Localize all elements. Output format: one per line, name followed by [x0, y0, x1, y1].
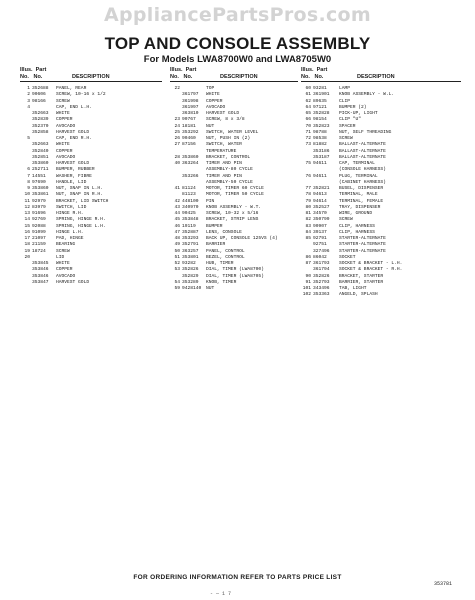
part-description: COPPER [56, 148, 73, 154]
header-description: DESCRIPTION [220, 74, 258, 80]
part-description: WIRE, GROUND [339, 211, 373, 216]
part-description: AVOCADO [56, 154, 76, 160]
illus-no: 9 [27, 186, 30, 191]
part-number: 94614 [313, 198, 327, 204]
header-no: No. No. [301, 74, 324, 80]
illus-no: 91 [305, 279, 311, 285]
part-description: ASSEMBLY-80 CYCLE [206, 167, 253, 173]
page-title: TOP AND CONSOLE ASSEMBLY [104, 34, 371, 53]
illus-no: 80 [305, 204, 311, 210]
part-number: 352839 [32, 117, 49, 123]
illus-no: 18 [24, 242, 30, 248]
part-description: NUT, SELF THREADING [339, 129, 392, 135]
illus-no: 75 [305, 161, 311, 166]
illus-no: 49 [174, 242, 180, 248]
part-number: 87156 [182, 142, 196, 148]
part-number: 98538 [313, 136, 327, 141]
part-description: SCREW [339, 217, 353, 223]
part-number: 98154 [313, 117, 327, 123]
header-illus: Illus. Part [170, 67, 197, 73]
part-description: NUT, SNAP IN R.H. [56, 192, 103, 198]
part-number: 353846 [32, 273, 49, 279]
part-number: 86042 [313, 254, 327, 260]
part-number: 92791 [313, 236, 327, 241]
illus-no: 24 [174, 123, 180, 129]
part-number: 81124 [182, 186, 196, 191]
illus-no: 8 [27, 179, 30, 185]
part-number: 352887 [182, 229, 199, 235]
part-number: 352829 [182, 273, 199, 279]
part-number: 361793 [313, 261, 330, 266]
illus-no: 84 [305, 229, 311, 235]
part-number: 352663 [32, 142, 49, 148]
part-number: 18724 [32, 248, 46, 254]
part-description: WHITE [56, 142, 70, 148]
illus-no: 64 [305, 104, 311, 110]
part-description: NUT, SNAP IN L.H. [56, 186, 103, 191]
part-number: 352821 [313, 186, 330, 191]
illus-no: 62 [305, 98, 311, 104]
illus-no: 40 [174, 161, 180, 166]
part-number: 89635 [313, 98, 327, 104]
part-description: LID [56, 254, 65, 260]
parts-column-2 [170, 66, 298, 292]
illus-no: 90 [305, 273, 311, 279]
illus-no: 73 [305, 142, 311, 148]
part-row [170, 286, 298, 292]
part-number: 353186 [313, 148, 330, 154]
part-description: BEARING [56, 242, 76, 248]
part-number: 327496 [313, 248, 330, 254]
part-description: SOCKET [339, 254, 356, 260]
part-description: KNOB ASSEMBLY - W.L. [339, 92, 395, 98]
part-description: CLIP "U" [339, 117, 362, 123]
illus-no: 61 [305, 92, 311, 98]
part-number: 353266 [182, 173, 199, 179]
part-description: MOTOR, TIMER 60 CYCLE [206, 186, 264, 191]
part-number: 90606 [32, 92, 46, 98]
part-description: AVOCADO [56, 123, 76, 129]
column-header [301, 66, 461, 86]
part-description: (CABINET HARNESS) [339, 179, 386, 185]
parts-list [20, 86, 162, 286]
header-description: DESCRIPTION [72, 74, 110, 80]
part-number: 39137 [313, 229, 327, 235]
part-number: 94611 [313, 173, 327, 179]
part-description: HARVEST GOLD [206, 111, 240, 116]
part-description: LENS, CONSOLE [206, 229, 242, 235]
illus-no: 26 [174, 136, 180, 141]
illus-no: 45 [174, 217, 180, 223]
part-number: 81882 [313, 142, 327, 148]
illus-no: 102 [302, 292, 311, 298]
part-description: TIMER AND PIN [206, 161, 242, 166]
illus-no: 7 [27, 173, 30, 179]
illus-no: 85 [305, 236, 311, 241]
part-description: CAP, END R.H. [56, 136, 92, 141]
illus-no: 101 [302, 286, 311, 291]
illus-no: 13 [24, 211, 30, 216]
illus-no: 25 [174, 129, 180, 135]
part-number: 21159 [32, 242, 46, 248]
part-description: BARRIER [206, 242, 226, 248]
part-number: 92751 [313, 242, 327, 248]
illus-no: 53 [174, 267, 180, 273]
part-description: NUT, PUSH IN (2) [206, 136, 251, 141]
illus-no: 28 [174, 154, 180, 160]
part-description: BUMPER, RUBBER [56, 167, 95, 173]
header-rule [170, 81, 298, 82]
part-row [20, 280, 162, 286]
part-description: COPPER [56, 117, 73, 123]
illus-no: 77 [305, 186, 311, 191]
column-header [20, 66, 162, 86]
part-number: 81123 [182, 192, 196, 198]
part-description: WHITE [56, 261, 70, 266]
part-description: HARVEST GOLD [56, 129, 90, 135]
part-description: TIMER AND PIN [206, 173, 242, 179]
header-illus: Illus. Part [20, 67, 47, 73]
column-header [170, 66, 298, 86]
part-description: HARVEST GOLD [56, 161, 90, 166]
part-number: 352527 [313, 204, 330, 210]
illus-no: 20 [24, 254, 30, 260]
illus-no: 42 [174, 198, 180, 204]
part-number: 361997 [182, 104, 199, 110]
part-description: SCREW [56, 98, 70, 104]
part-number: 92088 [32, 223, 46, 229]
parts-list [301, 86, 461, 299]
part-description: SCREW [56, 248, 70, 254]
part-number: 352828 [313, 111, 330, 116]
part-description: TRAY, DISPENSER [339, 204, 381, 210]
part-number: 361901 [313, 92, 330, 98]
part-number: 361797 [182, 92, 199, 98]
part-description: STARTER-ALTERNATE [339, 236, 386, 241]
part-number: 353860 [32, 161, 49, 166]
part-description: TAB, LIGHT [339, 286, 367, 291]
part-number: 353860 [32, 186, 49, 191]
part-description: PLUG, TERMINAL [339, 173, 378, 179]
ordering-note: FOR ORDERING INFORMATION REFER TO PARTS PRICE LIST [133, 574, 342, 581]
part-number: 93281 [313, 86, 327, 91]
part-description: PAD, HINGE [56, 236, 84, 241]
illus-no: 47 [174, 229, 180, 235]
part-description: KNOB, TIMER [206, 279, 237, 285]
illus-no: 59 [174, 286, 180, 291]
part-number: 353848 [182, 217, 199, 223]
part-number: 353187 [313, 154, 330, 160]
illus-no: 11 [24, 198, 30, 204]
part-number: 352791 [182, 242, 199, 248]
illus-no: 86 [305, 254, 311, 260]
part-description: SWITCH, WATER [206, 142, 242, 148]
parts-columns [0, 66, 475, 586]
page-code: 353781 [434, 581, 453, 587]
part-description: COPPER [56, 267, 73, 273]
part-description: SCREW [339, 136, 353, 141]
illus-no: 23 [174, 117, 180, 123]
part-number: 353289 [182, 279, 199, 285]
part-description: BRACKET, STARTER [339, 273, 384, 279]
part-description: WASHER, FIBRE [56, 173, 92, 179]
part-description: PANEL, REAR [56, 86, 87, 91]
part-number: 361794 [313, 267, 330, 273]
part-number: 448100 [182, 198, 199, 204]
part-number: 343496 [313, 286, 330, 291]
part-description: CLIP [339, 98, 351, 104]
part-number: 94613 [313, 192, 327, 198]
part-description: SOCKET & BRACKET - L.H. [339, 261, 403, 266]
part-description: TEMPERATURE [206, 148, 237, 154]
header-rule [20, 81, 162, 82]
part-number: 91099 [32, 229, 46, 235]
site-watermark: AppliancePartsPros.com [103, 4, 371, 26]
part-number: 90907 [313, 223, 327, 229]
part-number: 353801 [182, 254, 199, 260]
illus-no: 70 [305, 123, 311, 129]
part-number: 90425 [182, 211, 196, 216]
part-description: HUB, TIMER [206, 261, 234, 266]
illus-no: 22 [174, 86, 180, 91]
part-number: 340970 [182, 204, 199, 210]
part-number: 21097 [32, 236, 46, 241]
part-number: 94611 [313, 161, 327, 166]
illus-no: 10 [24, 192, 30, 198]
part-number: 90767 [182, 117, 196, 123]
part-number: 353847 [32, 279, 49, 285]
part-description: BACK UP, CONSOLE 125VS (4) [206, 236, 278, 241]
part-number: 353860 [182, 154, 199, 160]
part-number: 353292 [182, 129, 199, 135]
part-description: TOP [206, 86, 215, 91]
part-description: COPPER [206, 98, 223, 104]
illus-no: 66 [305, 117, 311, 123]
part-number: 353363 [313, 292, 330, 298]
part-number: 352858 [32, 129, 49, 135]
part-description: HINGE R.H. [56, 211, 84, 216]
part-description: AVOCADO [56, 273, 76, 279]
part-description: BUSEL, DISPENSER [339, 186, 384, 191]
illus-no: 15 [24, 223, 30, 229]
part-description: BRACKET, CONTROL [206, 154, 251, 160]
part-number: 18181 [182, 123, 196, 129]
part-description: BALLAST-ALTERNATE [339, 142, 386, 148]
bottom-marks: - — 1 7 [210, 591, 232, 597]
part-number: 353845 [32, 261, 49, 266]
illus-no: 17 [24, 236, 30, 241]
illus-no: 41 [174, 186, 180, 191]
part-number: 98166 [32, 98, 46, 104]
part-number: 352840 [32, 148, 49, 154]
part-number: 353846 [32, 267, 49, 273]
part-number: 19119 [182, 223, 196, 229]
part-description: SCREW, 8 x 3/8 [206, 117, 245, 123]
header-no: No. No. [20, 74, 43, 80]
illus-no: 82 [305, 217, 311, 223]
part-number: 97121 [313, 104, 327, 110]
illus-no: 76 [305, 173, 311, 179]
part-description: PANEL, CONTROL [206, 248, 245, 254]
part-number: 14551 [32, 173, 46, 179]
illus-no: 51 [174, 254, 180, 260]
illus-no: 12 [24, 204, 30, 210]
part-number: 353293 [182, 236, 199, 241]
part-description: MOTOR, TIMER 50 CYCLE [206, 192, 264, 198]
part-description: HARVEST GOLD [56, 279, 90, 285]
part-description: LAMP [339, 86, 351, 91]
header-no: No. No. [170, 74, 193, 80]
illus-no: 43 [174, 204, 180, 210]
page-subtitle: For Models LWA8700W0 and LWA8705W0 [143, 54, 332, 65]
illus-no: 44 [174, 211, 180, 216]
part-description: CLIP, HARNESS [339, 223, 375, 229]
part-number: 98788 [313, 129, 327, 135]
illus-no: 46 [174, 223, 180, 229]
part-description: TERMINAL, MALE [339, 192, 378, 198]
part-description: (CONSOLE HARNESS) [339, 167, 386, 173]
part-description: HANDLE, LID [56, 179, 87, 185]
part-number: 352826 [313, 273, 330, 279]
part-number: 353861 [32, 192, 49, 198]
illus-no: 60 [305, 86, 311, 91]
illus-no: 2 [27, 92, 30, 98]
part-description: ASSEMBLY-50 CYCLE [206, 179, 253, 185]
illus-no: 19 [24, 248, 30, 254]
part-description: BRACKET, STRIP LENS [206, 217, 259, 223]
part-description: CLIP, HARNESS [339, 229, 375, 235]
part-number: 352826 [182, 267, 199, 273]
illus-no: 48 [174, 236, 180, 241]
part-description: DIAL, TIMER (LWA8705) [206, 273, 264, 279]
parts-column-3 [301, 66, 461, 299]
illus-no: 16 [24, 229, 30, 235]
part-description: BRACKET, LID SWITCH [56, 198, 109, 204]
part-description: BALLAST-ALTERNATE [339, 154, 386, 160]
illus-no: 81 [305, 211, 311, 216]
part-description: SPRING, HINGE L.H. [56, 223, 106, 229]
part-number: 90460 [182, 136, 196, 141]
illus-no: 5 [27, 136, 30, 141]
part-description: STARTER-ALTERNATE [339, 248, 386, 254]
part-number: 361998 [182, 98, 199, 104]
illus-no: 50 [174, 248, 180, 254]
illus-no: 27 [174, 142, 180, 148]
illus-no: 72 [305, 136, 311, 141]
illus-no: 4 [27, 104, 30, 110]
part-number: 352370 [32, 123, 49, 129]
part-number: 34570 [313, 211, 327, 216]
illus-no: 87 [305, 261, 311, 266]
part-description: KNOB ASSEMBLY - W.T. [206, 204, 262, 210]
part-number: 352851 [32, 154, 49, 160]
part-description: CAP, TERMINAL [339, 161, 375, 166]
part-description: PIN [206, 198, 215, 204]
part-description: BUMPER (2) [339, 104, 367, 110]
part-number: 352823 [313, 123, 330, 129]
illus-no: 79 [305, 198, 311, 204]
part-number: 252711 [32, 167, 49, 173]
part-number: 93282 [182, 261, 196, 266]
parts-column-1 [20, 66, 162, 286]
part-number: 92979 [32, 198, 46, 204]
part-description: SOCKET & BRACKET - R.H. [339, 267, 403, 273]
part-description: BARRIER, STARTER [339, 279, 384, 285]
part-description: NUT [206, 123, 215, 129]
illus-no: 78 [305, 192, 311, 198]
part-description: CAP, END L.H. [56, 104, 92, 110]
part-description: TERMINAL, FEMALE [339, 198, 384, 204]
header-description: DESCRIPTION [357, 74, 395, 80]
illus-no: 54 [174, 279, 180, 285]
part-number: 97690 [32, 179, 46, 185]
part-description: SWITCH, LID [56, 204, 87, 210]
part-number: 91696 [32, 211, 46, 216]
header-rule [301, 81, 461, 82]
part-description: SPRING, HINGE R.H. [56, 217, 106, 223]
part-number: 363257 [182, 248, 199, 254]
illus-no: 14 [24, 217, 30, 223]
illus-no: 52 [174, 261, 180, 266]
illus-no: 1 [27, 86, 30, 91]
part-description: AVOCADO [206, 104, 226, 110]
part-number: 363264 [182, 161, 199, 166]
illus-no: 6 [27, 167, 30, 173]
part-description: PICK-UP, LIGHT [339, 111, 378, 116]
part-description: SCREW, 10-16 x 1/2 [56, 92, 106, 98]
part-description: HINGE L.H. [56, 229, 84, 235]
part-description: SPACER [339, 123, 356, 129]
illus-no: 83 [305, 223, 311, 229]
part-description: SWITCH, WATER LEVEL [206, 129, 259, 135]
part-number: 363810 [182, 111, 199, 116]
illus-no: 71 [305, 129, 311, 135]
part-number: 350799 [313, 217, 330, 223]
part-number: 83979 [32, 204, 46, 210]
part-description: BUMPER [206, 223, 223, 229]
part-number: 9428140 [182, 286, 202, 291]
part-number: 352793 [313, 279, 330, 285]
part-description: WHITE [56, 111, 70, 116]
part-description: SCREW, 10-32 x 5/16 [206, 211, 259, 216]
part-row [301, 292, 461, 298]
part-description: NUT [206, 286, 215, 291]
illus-no: 3 [27, 98, 30, 104]
part-number: 352663 [32, 111, 49, 116]
part-description: WHITE [206, 92, 220, 98]
part-description: BEZEL, CONTROL [206, 254, 245, 260]
parts-list [170, 86, 298, 292]
illus-no: 65 [305, 111, 311, 116]
part-description: ANGELD, SPLASH [339, 292, 378, 298]
part-description: BALLAST-ALTERNATE [339, 148, 386, 154]
part-description: DIAL, TIMER (LWA8700) [206, 267, 264, 273]
header-illus: Illus. Part [301, 67, 328, 73]
part-description: STARTER-ALTERNATE [339, 242, 386, 248]
part-number: 352688 [32, 86, 49, 91]
part-number: 92769 [32, 217, 46, 223]
